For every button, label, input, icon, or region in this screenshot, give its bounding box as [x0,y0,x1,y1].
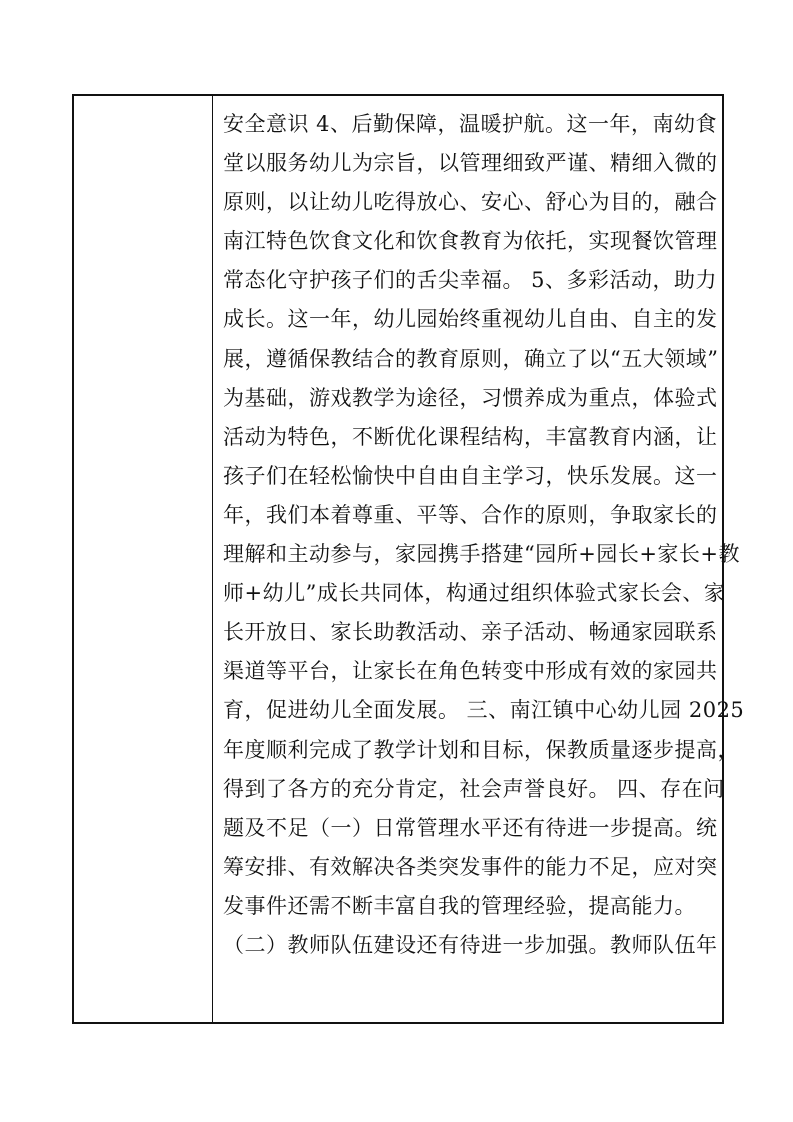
text-line: 筹安排、有效解决各类突发事件的能力不足，应对突 [223,854,718,879]
text-line: 师+幼儿”成长共同体，构通过组织体验式家长会、家 [223,581,726,606]
text-line: 南江特色饮食文化和饮食教育为依托，实现餐饮管理 [223,229,718,254]
text-line: 得到了各方的充分肯定，社会声誉良好。 四、存在问 [223,776,725,801]
text-line: 孩子们在轻松愉快中自由自主学习，快乐发展。这一 [223,463,718,488]
text-line: 常态化守护孩子们的舌尖幸福。 5、多彩活动，助力 [223,268,718,293]
table-label-cell [74,96,213,1022]
report-body-text [223,105,745,965]
text-line: （二）教师队伍建设还有待进一步加强。教师队伍年 [223,932,718,957]
text-line: 为基础，游戏教学为途径，习惯养成为重点，体验式 [223,385,718,410]
text-line: 理解和主动参与，家园携手搭建“园所+园长+家长+教 [223,542,741,567]
text-line: 活动为特色，不断优化课程结构，丰富教育内涵，让 [223,424,718,449]
text-line: 安全意识 4、后勤保障，温暖护航。这一年，南幼食 [223,112,718,136]
text-line: 发事件还需不断丰富自我的管理经验，提高能力。 [223,893,696,918]
text-line: 年，我们本着尊重、平等、合作的原则，争取家长的 [223,502,718,527]
text-line: 题及不足（一）日常管理水平还有待进一步提高。统 [223,815,718,840]
text-line: 年度顺利完成了教学计划和目标，保教质量逐步提高， [223,737,739,762]
text-line: 展，遵循保教结合的教育原则，确立了以“五大领域” [223,346,719,371]
table-content-cell [213,96,745,1022]
text-line: 育，促进幼儿全面发展。 三、南江镇中心幼儿园 2025 [223,698,745,723]
text-line: 原则，以让幼儿吃得放心、安心、舒心为目的，融合 [223,190,718,215]
text-line: 成长。这一年，幼儿园始终重视幼儿自由、自主的发 [223,307,718,332]
document-table [72,94,745,1024]
text-line: 长开放日、家长助教活动、亲子活动、畅通家园联系 [223,620,718,645]
text-line: 渠道等平台，让家长在角色转变中形成有效的家园共 [223,659,718,684]
text-line: 堂以服务幼儿为宗旨，以管理细致严谨、精细入微的 [223,151,718,176]
